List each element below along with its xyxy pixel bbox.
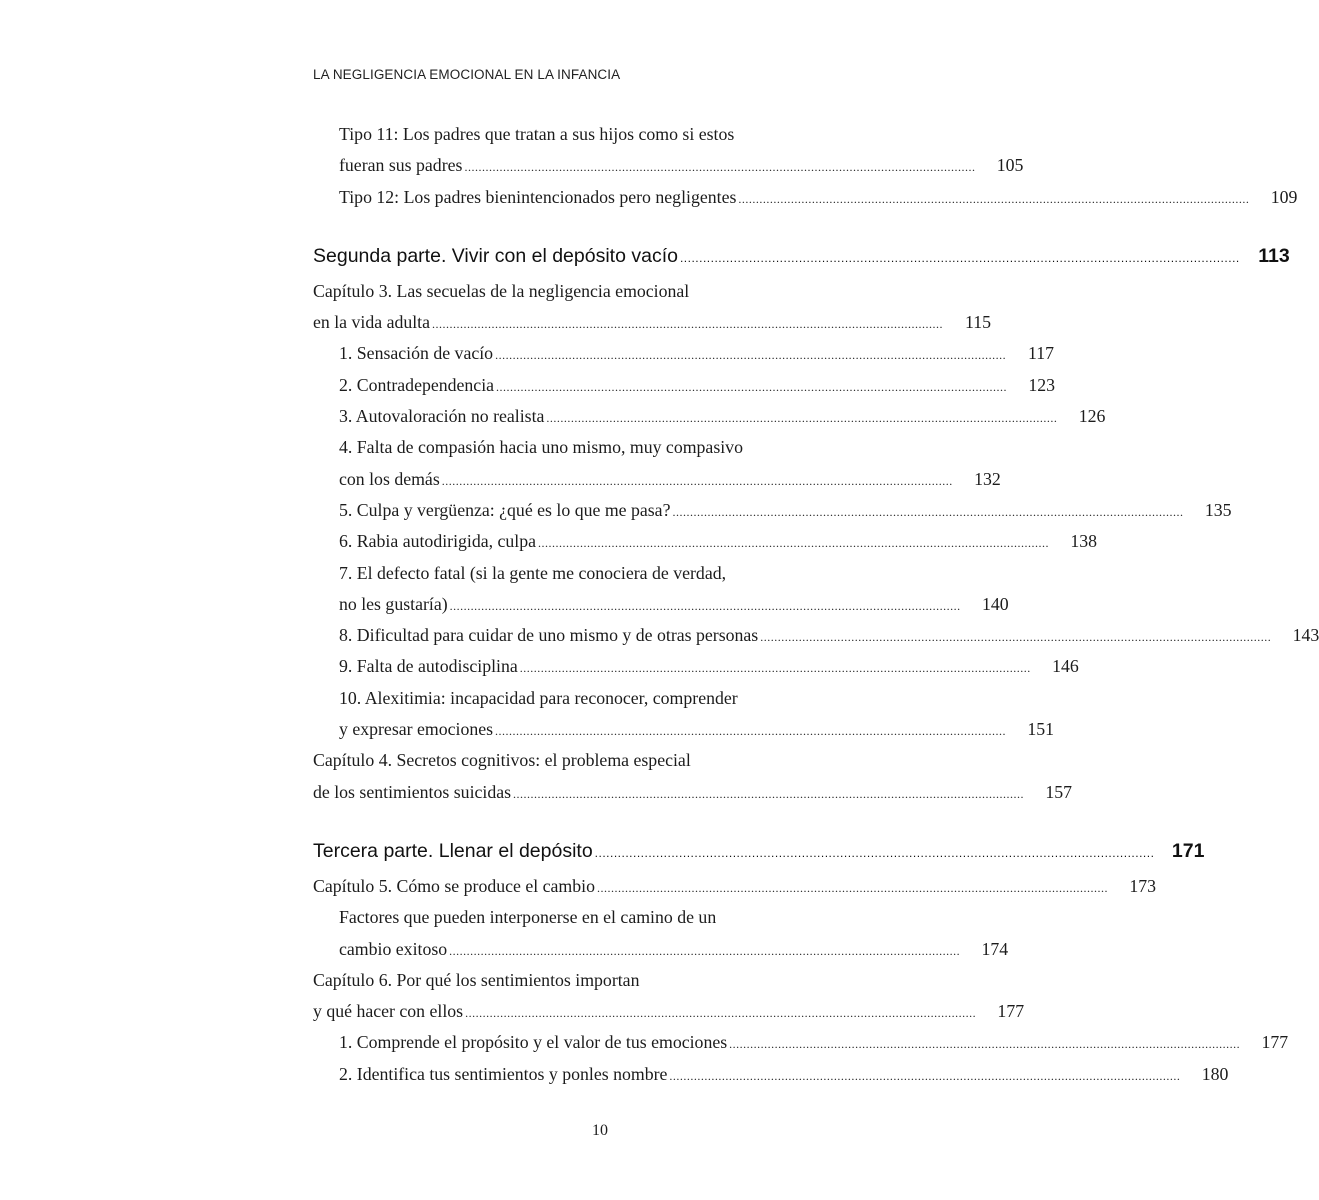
chapter-title: Capítulo 4. Secretos cognitivos: el problema especial (313, 750, 691, 771)
toc-page-number: 113 (1258, 244, 1290, 267)
dot-leader: .................................................................................................................................................. (760, 630, 1272, 645)
toc-entry-tipo-11 (313, 119, 884, 150)
toc-ch6-section-2 (313, 1059, 1229, 1090)
toc-chapter-6 (313, 965, 884, 996)
dot-leader: .................................................................................................................................................. (496, 379, 1008, 394)
dot-leader: .................................................................................................................................................. (432, 317, 944, 332)
toc-page-number: 126 (1078, 406, 1106, 427)
toc-page-number: 177 (1261, 1032, 1289, 1053)
toc-page-number: 180 (1201, 1063, 1229, 1084)
toc-page-number: 109 (1270, 186, 1298, 207)
toc-page-number: 174 (981, 938, 1009, 959)
dot-leader: .................................................................................................................................................. (594, 845, 1155, 860)
dot-leader: .................................................................................................................................................. (738, 191, 1250, 206)
dot-leader: .................................................................................................................................................. (464, 160, 976, 175)
toc-part-heading-2 (313, 236, 1290, 276)
dot-leader: .................................................................................................................................................. (495, 348, 1007, 363)
toc-section-7-cont (313, 589, 1009, 620)
toc-entry-title: 10. Alexitimia: incapacidad para reconocer, comprender (339, 687, 738, 708)
toc-entry-title: Tipo 11: Los padres que tratan a sus hijos como si estos (339, 124, 735, 144)
running-head: LA NEGLIGENCIA EMOCIONAL EN LA INFANCIA (313, 67, 621, 82)
toc-chapter-3 (313, 276, 884, 307)
toc-page-number: 143 (1292, 625, 1319, 646)
toc-entry-title: no les gustaría) (339, 593, 448, 614)
chapter-title: Capítulo 6. Por qué los sentimientos importan (313, 969, 640, 990)
part-title: Tercera parte. Llenar el depósito (313, 839, 593, 862)
toc-page-number: 138 (1070, 531, 1098, 552)
toc-entry-title: 8. Dificultad para cuidar de uno mismo y de otras personas (339, 625, 759, 646)
toc-section-1 (313, 338, 1055, 369)
dot-leader: .................................................................................................................................................. (546, 411, 1058, 426)
toc-entry-tipo-11-cont (313, 150, 1024, 181)
toc-entry-title: 9. Falta de autodisciplina (339, 656, 518, 677)
toc-entry-title: 2. Identifica tus sentimientos y ponles nombre (339, 1063, 668, 1084)
toc-section-2 (313, 370, 1056, 401)
toc-entry-title: 5. Culpa y vergüenza: ¿qué es lo que me pasa? (339, 499, 671, 520)
toc-section-10-cont (313, 714, 1055, 745)
dot-leader: .................................................................................................................................................. (465, 1006, 977, 1021)
toc-page-number: 117 (1028, 343, 1055, 364)
toc-entry-title: cambio exitoso (339, 938, 448, 959)
toc-entry-title: con los demás (339, 468, 440, 489)
dot-leader: .................................................................................................................................................. (669, 1068, 1181, 1083)
toc-page-number: 135 (1204, 499, 1232, 520)
toc-chapter-3-cont (313, 307, 992, 338)
dot-leader: .................................................................................................................................................. (729, 1037, 1241, 1052)
dot-leader: .................................................................................................................................................. (513, 786, 1025, 801)
toc-section-factores-cont (313, 934, 1009, 965)
toc-ch6-section-1 (313, 1027, 1289, 1058)
dot-leader: .................................................................................................................................................. (519, 661, 1031, 676)
table-of-contents (313, 119, 1319, 1090)
toc-section-10 (313, 683, 884, 714)
toc-page-number: 151 (1027, 719, 1055, 740)
toc-chapter-5 (313, 871, 1156, 902)
dot-leader: .................................................................................................................................................. (495, 724, 1007, 739)
toc-entry-title: 2. Contradependencia (339, 374, 495, 395)
toc-page-number: 173 (1129, 875, 1156, 896)
part-title: Segunda parte. Vivir con el depósito vacío (313, 244, 678, 267)
chapter-title: Capítulo 3. Las secuelas de la negligencia emocional (313, 280, 690, 301)
toc-part-heading-3 (313, 831, 1205, 871)
dot-leader: .................................................................................................................................................. (679, 250, 1240, 265)
toc-section-4-cont (313, 464, 1001, 495)
toc-entry-title: 1. Comprende el propósito y el valor de tus emociones (339, 1032, 728, 1053)
toc-section-factores (313, 902, 884, 933)
toc-entry-title: Factores que pueden interponerse en el camino de un (339, 907, 717, 928)
dot-leader: .................................................................................................................................................. (538, 536, 1050, 551)
chapter-title: y qué hacer con ellos (313, 1001, 464, 1022)
toc-entry-title: 6. Rabia autodirigida, culpa (339, 531, 537, 552)
dot-leader: .................................................................................................................................................. (596, 880, 1108, 895)
toc-section-5 (313, 495, 1232, 526)
toc-page-number: 140 (981, 593, 1009, 614)
toc-section-7 (313, 558, 884, 589)
dot-leader: .................................................................................................................................................. (672, 504, 1184, 519)
toc-entry-title: 3. Autovaloración no realista (339, 406, 545, 427)
toc-page-number: 146 (1052, 656, 1079, 677)
toc-entry-title: 4. Falta de compasión hacia uno mismo, muy compasivo (339, 437, 743, 458)
toc-page-number: 105 (996, 155, 1024, 176)
toc-page-number: 177 (997, 1001, 1025, 1022)
chapter-title: de los sentimientos suicidas (313, 781, 512, 802)
toc-page-number: 123 (1028, 374, 1056, 395)
toc-chapter-6-cont (313, 996, 1025, 1027)
toc-section-4 (313, 432, 884, 463)
toc-page-number: 132 (974, 468, 1001, 489)
toc-chapter-4 (313, 745, 884, 776)
toc-section-9 (313, 651, 1079, 682)
toc-page-number: 157 (1045, 781, 1073, 802)
dot-leader: .................................................................................................................................................. (449, 943, 961, 958)
chapter-title: en la vida adulta (313, 312, 431, 333)
toc-section-8 (313, 620, 1319, 651)
toc-page-number: 171 (1171, 839, 1205, 862)
toc-entry-title: 7. El defecto fatal (si la gente me conociera de verdad, (339, 562, 727, 583)
chapter-title: Capítulo 5. Cómo se produce el cambio (313, 875, 595, 896)
page-number: 10 (592, 1122, 608, 1139)
toc-section-6 (313, 526, 1098, 557)
toc-entry-title: fueran sus padres (339, 155, 463, 176)
toc-chapter-4-cont (313, 777, 1073, 808)
toc-entry-title: y expresar emociones (339, 719, 494, 740)
toc-section-3 (313, 401, 1106, 432)
toc-entry-title: 1. Sensación de vacío (339, 343, 494, 364)
toc-page-number: 115 (965, 312, 992, 333)
dot-leader: .................................................................................................................................................. (449, 598, 961, 613)
toc-entry-title: Tipo 12: Los padres bienintencionados pero negligentes (339, 186, 737, 207)
dot-leader: .................................................................................................................................................. (441, 473, 953, 488)
toc-entry-tipo-12 (313, 182, 1298, 213)
